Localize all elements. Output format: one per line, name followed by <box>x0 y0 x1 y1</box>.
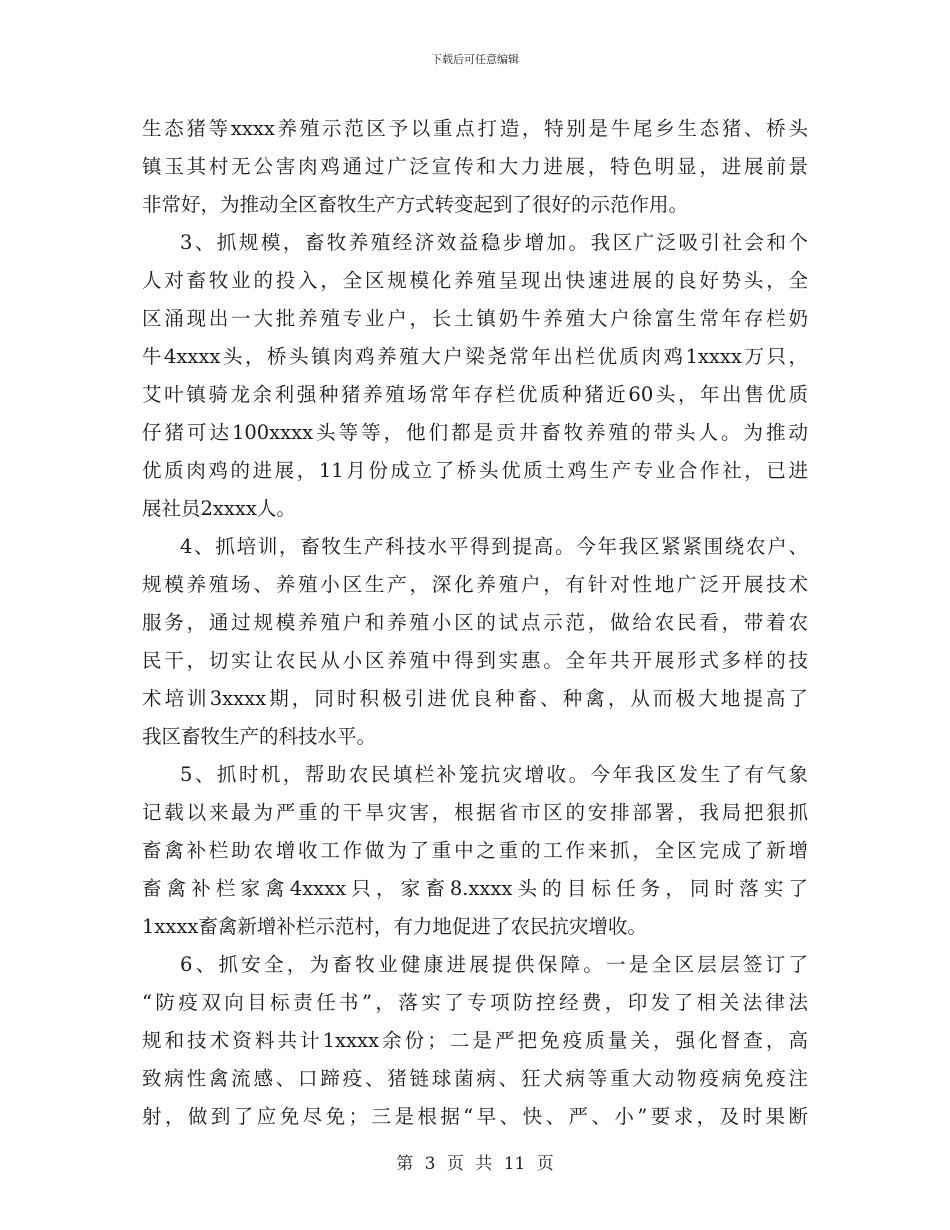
paragraph <box>142 224 808 528</box>
text-line: 展社员2xxxx人。 <box>142 497 296 520</box>
text-line: 仔猪可达100xxxx头等等，他们都是贡井畜牧养殖的带头人。为推动 <box>142 421 808 444</box>
text-line: 牛4xxxx头，桥头镇肉鸡养殖大户梁尧常年出栏优质肉鸡1xxxx万只， <box>142 345 808 368</box>
text-line: 规和技术资料共计1xxxx余份；二是严把免疫质量关，强化督查，高 <box>142 1029 808 1052</box>
paragraph <box>142 756 808 946</box>
page-header: 下载后可任意编辑 <box>431 53 519 66</box>
text-line: 术培训3xxxx期，同时积极引进优良种畜、种禽，从而极大地提高了 <box>142 687 808 710</box>
text-line: 6、抓安全，为畜牧业健康进展提供保障。一是全区层层签订了 <box>180 953 808 976</box>
text-line: 服务，通过规模养殖户和养殖小区的试点示范，做给农民看，带着农 <box>142 611 808 634</box>
text-line: 生态猪等xxxx养殖示范区予以重点打造，特别是牛尾乡生态猪、桥头 <box>142 117 808 140</box>
text-line: 艾叶镇骑龙余利强种猪养殖场常年存栏优质种猪近60头，年出售优质 <box>142 383 808 406</box>
text-line: 3、抓规模，畜牧养殖经济效益稳步增加。我区广泛吸引社会和个 <box>180 231 808 254</box>
text-line: 人对畜牧业的投入，全区规模化养殖呈现出快速进展的良好势头，全 <box>142 269 808 292</box>
text-line: 我区畜牧生产的科技水平。 <box>142 725 377 748</box>
document-body <box>142 110 808 1136</box>
text-line: “防疫双向目标责任书”，落实了专项防控经费，印发了相关法律法 <box>142 991 808 1014</box>
text-line: 致病性禽流感、口蹄疫、猪链球菌病、狂犬病等重大动物疫病免疫注 <box>142 1067 808 1090</box>
text-line: 镇玉其村无公害肉鸡通过广泛宣传和大力进展，特色明显，进展前景 <box>142 155 808 178</box>
text-line: 非常好，为推动全区畜牧生产方式转变起到了很好的示范作用。 <box>142 193 689 216</box>
text-line: 记载以来最为严重的干旱灾害，根据省市区的安排部署，我局把狠抓 <box>142 801 808 824</box>
text-line: 5、抓时机，帮助农民填栏补笼抗灾增收。今年我区发生了有气象 <box>180 763 808 786</box>
text-line: 畜禽补栏家禽4xxxx只，家畜8.xxxx头的目标任务，同时落实了 <box>142 877 808 900</box>
text-line: 1xxxx畜禽新增补栏示范村，有力地促进了农民抗灾增收。 <box>142 915 647 938</box>
text-line: 射，做到了应免尽免；三是根据“早、快、严、小”要求，及时果断 <box>142 1105 808 1128</box>
text-line: 规模养殖场、养殖小区生产，深化养殖户，有针对性地广泛开展技术 <box>142 573 808 596</box>
text-line: 区涌现出一大批养殖专业户，长土镇奶牛养殖大户徐富生常年存栏奶 <box>142 307 808 330</box>
text-line: 民干，切实让农民从小区养殖中得到实惠。全年共开展形式多样的技 <box>142 649 808 672</box>
paragraph <box>142 528 808 756</box>
paragraph <box>142 946 808 1136</box>
page-number-footer: 第 3 页 共 11 页 <box>396 1154 554 1174</box>
text-line: 畜禽补栏助农增收工作做为了重中之重的工作来抓，全区完成了新增 <box>142 839 808 862</box>
text-line: 优质肉鸡的进展，11月份成立了桥头优质土鸡生产专业合作社，已进 <box>142 459 808 482</box>
text-line: 4、抓培训，畜牧生产科技水平得到提高。今年我区紧紧围绕农户、 <box>180 535 808 558</box>
paragraph <box>142 110 808 224</box>
